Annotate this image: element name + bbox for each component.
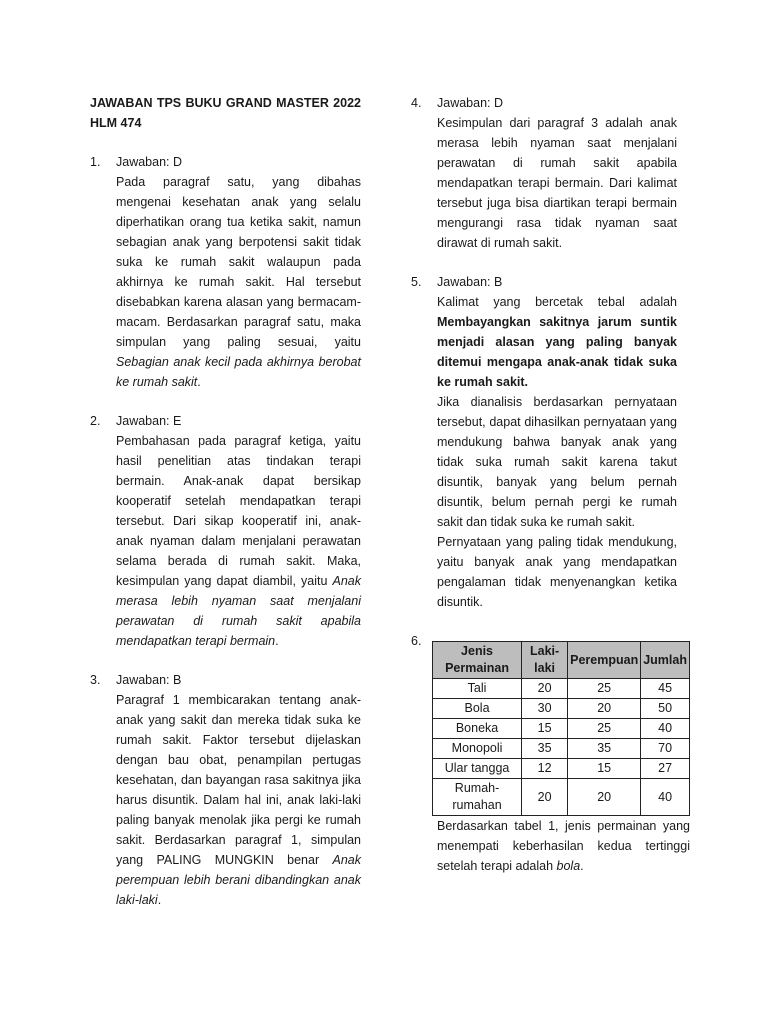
table-cell: 25 (568, 679, 641, 699)
explanation: Pembahasan pada paragraf ketiga, yaitu hasil penelitian atas tindakan terapi bermain. Anak-anak dapat bersikap kooperatif setelah mendapatkan terapi tersebut. Dari sikap kooperatif ini, anak-anak nyaman dalam menjalani perawatan selama berada di rumah sakit. Maka, kesimpulan yang dapat diambil, yaitu Anak merasa lebih nyaman saat menjalani perawatan di rumah sakit apabila mendapatkan terapi bermain. (116, 434, 361, 648)
right-column (411, 93, 690, 876)
left-column (90, 93, 361, 929)
conclusion-paragraph: Pernyataan yang paling tidak mendukung, yaitu banyak anak yang mendapatkan pengalaman tidak menyenangkan ketika disuntik. (437, 535, 677, 609)
answer-item-4 (411, 93, 677, 253)
table-cell: 35 (568, 739, 641, 759)
table-cell: 35 (522, 739, 568, 759)
explanation: Kalimat yang bercetak tebal adalah Membayangkan sakitnya jarum suntik menjadi alasan yang paling banyak ditemui mengapa anak-anak tidak suka ke rumah sakit. (437, 295, 677, 389)
answer-item-2 (90, 411, 361, 651)
item-number: 2. (90, 414, 101, 428)
table-cell: Rumah-rumahan (433, 779, 522, 816)
table-row (433, 779, 690, 816)
item-number: 6. (411, 634, 422, 648)
explanation: Paragraf 1 membicarakan tentang anak-anak yang sakit dan mereka tidak suka ke rumah sakit. Faktor tersebut dijelaskan dengan bau obat, penampilan pertugas kesehatan, dan bayangan rasa sakitnya jika harus disuntik. Dalam hal ini, anak laki-laki paling banyak menolak jika pergi ke rumah sakit. Berdasarkan paragraf 1, simpulan yang PALING MUNGKIN benar Anak perempuan lebih berani dibandingkan anak laki-laki. (116, 693, 361, 907)
conclusion-italic: Anak perempuan lebih berani dibandingkan anak laki-laki (116, 853, 361, 907)
item-body (116, 411, 361, 651)
answer-item-3 (90, 670, 361, 910)
table-row (433, 759, 690, 779)
games-table (432, 641, 690, 816)
table-cell: 15 (522, 719, 568, 739)
item-number: 5. (411, 275, 422, 289)
table-cell: 45 (641, 679, 690, 699)
table-cell: 20 (568, 779, 641, 816)
answer-label: Jawaban: E (116, 414, 182, 428)
item-number: 3. (90, 673, 101, 687)
table-cell: 25 (568, 719, 641, 739)
answer-label: Jawaban: D (116, 155, 183, 169)
answer-item-1 (90, 152, 361, 392)
table-cell: 40 (641, 779, 690, 816)
table-cell: Bola (433, 699, 522, 719)
table-cell: 20 (522, 679, 568, 699)
table-cell: 20 (522, 779, 568, 816)
table-cell: 12 (522, 759, 568, 779)
conclusion-italic: Sebagian anak kecil pada akhirnya berobat ke rumah sakit (116, 355, 361, 389)
item-number: 4. (411, 96, 422, 110)
table-cell: 70 (641, 739, 690, 759)
answer-italic: bola (556, 859, 581, 873)
table-row (433, 719, 690, 739)
answer-label: Jawaban: B (437, 275, 503, 289)
conclusion-italic: Anak merasa lebih nyaman saat menjalani perawatan di rumah sakit apabila mendapatkan terapi bermain (116, 574, 361, 648)
item-number: 1. (90, 155, 101, 169)
table-row (433, 739, 690, 759)
table-row (433, 679, 690, 699)
table-cell: 15 (568, 759, 641, 779)
table-cell: 30 (522, 699, 568, 719)
explanation: Kesimpulan dari paragraf 3 adalah anak merasa lebih nyaman saat menjalani perawatan di rumah sakit apabila mendapatkan terapi bermain. Dari kalimat tersebut juga bisa diartikan terapi bermain mengurangi rasa tidak nyaman saat dirawat di rumah sakit. (437, 116, 677, 250)
table-header-cell: Jenis Permainan (433, 642, 522, 679)
answer-item-6 (411, 631, 690, 876)
document-title: JAWABAN TPS BUKU GRAND MASTER 2022 HLM 474 (90, 96, 361, 130)
table-cell: Ular tangga (433, 759, 522, 779)
answer-item-5 (411, 272, 677, 612)
table-cell: 27 (641, 759, 690, 779)
table-header-cell: Perempuan (568, 642, 641, 679)
answer-label: Jawaban: B (116, 673, 182, 687)
table-cell: Boneka (433, 719, 522, 739)
table-cell: Tali (433, 679, 522, 699)
answer-label: Jawaban: D (437, 96, 504, 110)
item-body (437, 93, 677, 253)
table-header-cell: Jumlah (641, 642, 690, 679)
explanation: Pada paragraf satu, yang dibahas mengenai kesehatan anak yang selalu diperhatikan orang tua ketika sakit, namun sebagian anak yang berpotensi sakit tidak suka ke rumah sakit walaupun pada akhirnya ke rumah sakit. Hal tersebut disebabkan karena alasan yang bermacam-macam. Berdasarkan paragraf satu, maka simpulan yang paling sesuai, yaitu Sebagian anak kecil pada akhirnya berobat ke rumah sakit. (116, 175, 361, 389)
table-conclusion: Berdasarkan tabel 1, jenis permainan yang menempati keberhasilan kedua tertinggi setelah terapi adalah bola. (437, 819, 690, 873)
item-body (116, 670, 361, 910)
table-cell: 40 (641, 719, 690, 739)
item-body (437, 631, 690, 876)
table-row (433, 699, 690, 719)
item-body (116, 152, 361, 392)
analysis-paragraph: Jika dianalisis berdasarkan pernyataan tersebut, dapat dihasilkan pernyataan yang mendukung bahwa banyak anak yang tidak suka rumah sakit karena takut disuntik, banyak yang belum pernah disuntik, belum pernah pergi ke rumah sakit dan tidak suka ke rumah sakit. (437, 395, 677, 529)
table-header-row (433, 642, 690, 679)
table-cell: Monopoli (433, 739, 522, 759)
table-cell: 50 (641, 699, 690, 719)
table-cell: 20 (568, 699, 641, 719)
table-header-cell: Laki-laki (522, 642, 568, 679)
bold-sentence: Membayangkan sakitnya jarum suntik menjadi alasan yang paling banyak ditemui mengapa anak-anak tidak suka ke rumah sakit. (437, 315, 677, 389)
item-body (437, 272, 677, 612)
